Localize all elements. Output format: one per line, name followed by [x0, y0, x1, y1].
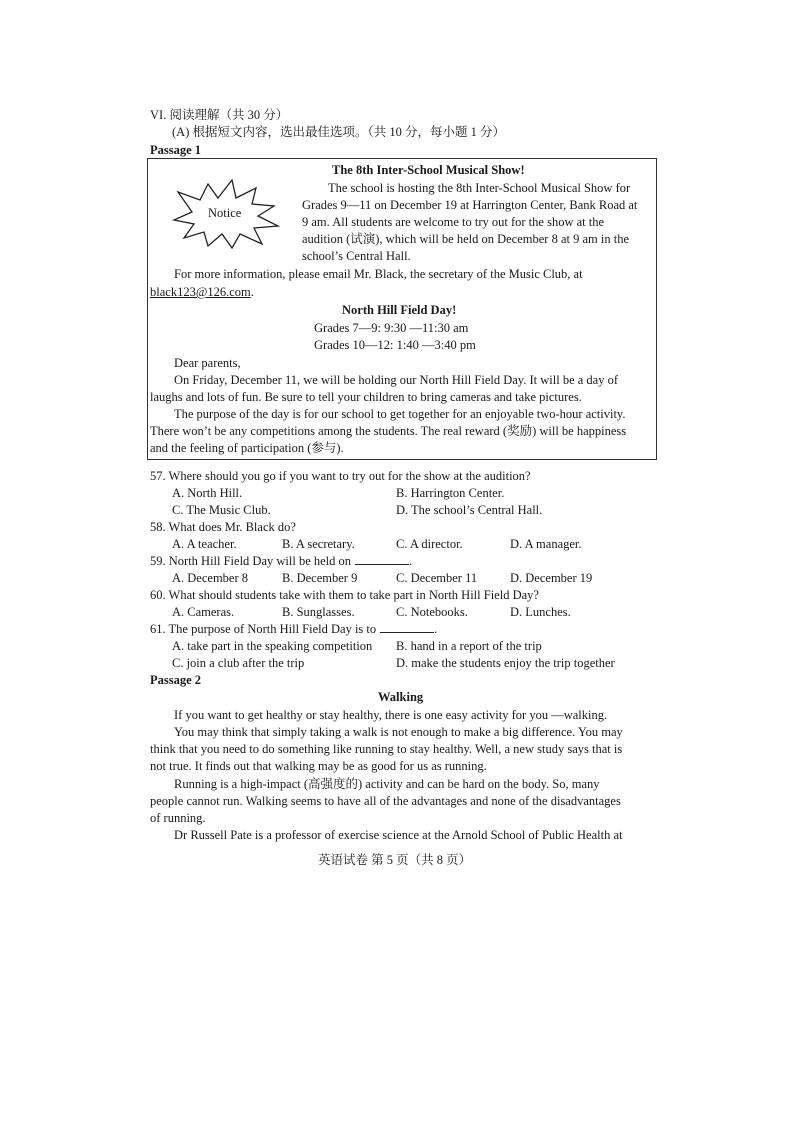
passage2-line: If you want to get healthy or stay healthy, there is one easy activity for you —walking. — [174, 708, 608, 722]
passage2-line: Dr Russell Pate is a professor of exercise science at the Arnold School of Public Health at — [174, 828, 623, 842]
passage2-label: Passage 2 — [150, 673, 202, 687]
show-title: The 8th Inter-School Musical Show! — [332, 163, 525, 177]
question-61-stem — [150, 621, 437, 638]
show-line: Grades 9—11 on December 19 at Harrington Center, Bank Road at — [302, 198, 638, 212]
passage2-line: You may think that simply taking a walk is not enough to make a big difference. You may — [174, 725, 623, 739]
question-61-text: 61. The purpose of North Hill Field Day is to — [150, 622, 377, 636]
passage2-title: Walking — [378, 690, 424, 704]
option-60a: A. Cameras. — [172, 605, 235, 619]
show-line: 9 am. All students are welcome to try out for the show at the — [302, 215, 605, 229]
letter-line: The purpose of the day is for our school to get together for an enjoyable two-hour activity. — [174, 407, 626, 421]
option-61c: C. join a club after the trip — [172, 656, 305, 670]
option-61b: B. hand in a report of the trip — [396, 639, 542, 653]
option-58a: A. A teacher. — [172, 537, 237, 551]
option-58d: D. A manager. — [510, 537, 582, 551]
letter-line: and the feeling of participation (参与). — [150, 441, 344, 455]
passage2-line: people cannot run. Walking seems to have all of the advantages and none of the disadvantages — [150, 794, 621, 808]
question-57-stem: 57. Where should you go if you want to try out for the show at the audition? — [150, 469, 531, 483]
notice-label: Notice — [208, 206, 242, 220]
letter-line: laughs and lots of fun. Be sure to tell your children to bring cameras and take pictures. — [150, 390, 582, 404]
question-59-text: 59. North Hill Field Day will be held on — [150, 554, 352, 568]
page-footer: 英语试卷 第 5 页（共 8 页） — [318, 853, 472, 867]
question-58-stem: 58. What does Mr. Black do? — [150, 520, 296, 534]
schedule-line: Grades 7—9: 9:30 —11:30 am — [314, 321, 469, 335]
info-line: For more information, please email Mr. Black, the secretary of the Music Club, at — [174, 267, 583, 281]
option-61a: A. take part in the speaking competition — [172, 639, 373, 653]
option-60b: B. Sunglasses. — [282, 605, 355, 619]
option-59b: B. December 9 — [282, 571, 358, 585]
field-day-title: North Hill Field Day! — [342, 303, 457, 317]
passage2-line: of running. — [150, 811, 206, 825]
option-60c: C. Notebooks. — [396, 605, 468, 619]
option-61d: D. make the students enjoy the trip together — [396, 656, 615, 670]
passage2-line: not true. It finds out that walking may be as good for us as running. — [150, 759, 487, 773]
option-57a: A. North Hill. — [172, 486, 243, 500]
show-line: audition (试演), which will be held on December 8 at 9 am in the — [302, 232, 629, 246]
passage2-line: think that you need to do something like running to stay healthy. Well, a new study says that is — [150, 742, 623, 756]
email-period: . — [250, 285, 254, 299]
passage2-line: Running is a high-impact (高强度的) activity and can be hard on the body. So, many — [174, 777, 600, 791]
option-59a: A. December 8 — [172, 571, 249, 585]
option-57b: B. Harrington Center. — [396, 486, 505, 500]
section-heading: VI. 阅读理解（共 30 分） — [150, 108, 289, 122]
option-59d: D. December 19 — [510, 571, 593, 585]
option-60d: D. Lunches. — [510, 605, 571, 619]
email-line — [150, 284, 254, 301]
question-59-end: . — [409, 554, 413, 568]
schedule-line: Grades 10—12: 1:40 —3:40 pm — [314, 338, 476, 352]
option-57c: C. The Music Club. — [172, 503, 271, 517]
answer-blank — [355, 553, 409, 565]
option-59c: C. December 11 — [396, 571, 478, 585]
question-60-stem: 60. What should students take with them to take part in North Hill Field Day? — [150, 588, 539, 602]
option-58c: C. A director. — [396, 537, 463, 551]
letter-line: There won’t be any competitions among the students. The real reward (奖励) will be happiness — [150, 424, 627, 438]
option-57d: D. The school’s Central Hall. — [396, 503, 543, 517]
greeting: Dear parents, — [174, 356, 241, 370]
email-link[interactable]: black123@126.com — [150, 285, 251, 299]
passage1-label: Passage 1 — [150, 143, 202, 157]
section-instruction: (A) 根据短文内容，选出最佳选项。（共 10 分，每小题 1 分） — [172, 125, 505, 139]
question-61-end: . — [434, 622, 438, 636]
option-58b: B. A secretary. — [282, 537, 355, 551]
question-59-stem — [150, 553, 412, 570]
answer-blank — [380, 621, 434, 633]
show-line: The school is hosting the 8th Inter-School Musical Show for — [328, 181, 631, 195]
show-line: school’s Central Hall. — [302, 249, 411, 263]
letter-line: On Friday, December 11, we will be holding our North Hill Field Day. It will be a day of — [174, 373, 619, 387]
